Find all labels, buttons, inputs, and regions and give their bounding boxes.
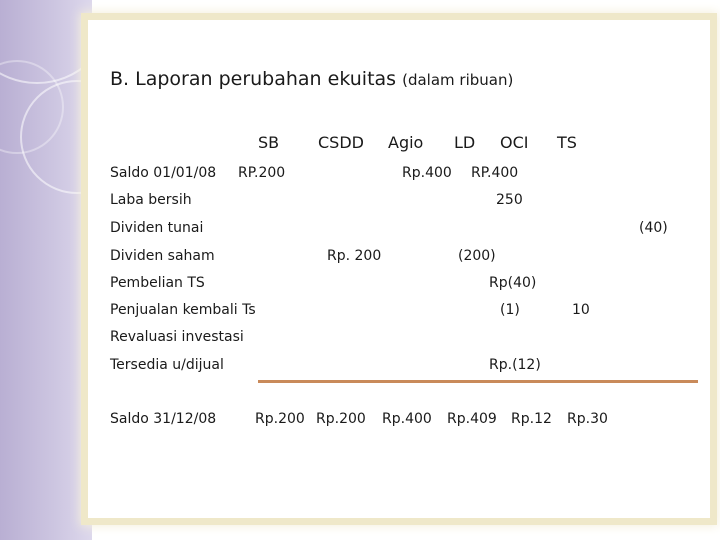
cell-value: Rp.400 [402, 165, 452, 181]
title-subtitle: (dalam ribuan) [402, 71, 514, 89]
cell-value: Rp.(12) [489, 357, 541, 373]
cell-value: RP.400 [471, 165, 519, 181]
column-header-sb: SB [258, 133, 280, 152]
slide-frame [88, 20, 710, 518]
cell-value: Rp. 200 [327, 248, 382, 264]
column-header-csdd: CSDD [318, 133, 364, 152]
cell-value: (1) [500, 302, 520, 318]
closing-value: Rp.400 [382, 411, 432, 427]
total-rule [258, 380, 698, 383]
page-title [110, 68, 513, 90]
cell-value: Rp(40) [489, 275, 537, 291]
column-header-agio: Agio [388, 133, 424, 152]
closing-label: Saldo 31/12/08 [110, 411, 217, 427]
closing-value: Rp.12 [511, 411, 552, 427]
cell-value: 10 [572, 302, 590, 318]
decorative-sidebar [0, 0, 92, 540]
row-label: Pembelian TS [110, 275, 205, 291]
title-main: B. Laporan perubahan ekuitas [110, 68, 397, 90]
row-label: Tersedia u/dijual [110, 357, 224, 373]
column-header-ld: LD [454, 133, 476, 152]
closing-value: Rp.30 [567, 411, 608, 427]
closing-value: Rp.200 [316, 411, 366, 427]
column-header-oci: OCI [500, 133, 529, 152]
row-label: Saldo 01/01/08 [110, 165, 217, 181]
row-label: Laba bersih [110, 192, 192, 208]
closing-value: Rp.409 [447, 411, 497, 427]
closing-value: Rp.200 [255, 411, 305, 427]
column-header-ts: TS [557, 133, 577, 152]
cell-value: RP.200 [238, 165, 286, 181]
row-label: Penjualan kembali Ts [110, 302, 256, 318]
cell-value: (200) [458, 248, 496, 264]
row-label: Dividen tunai [110, 220, 204, 236]
row-label: Revaluasi investasi [110, 329, 244, 345]
cell-value: (40) [639, 220, 668, 236]
row-label: Dividen saham [110, 248, 215, 264]
cell-value: 250 [496, 192, 523, 208]
